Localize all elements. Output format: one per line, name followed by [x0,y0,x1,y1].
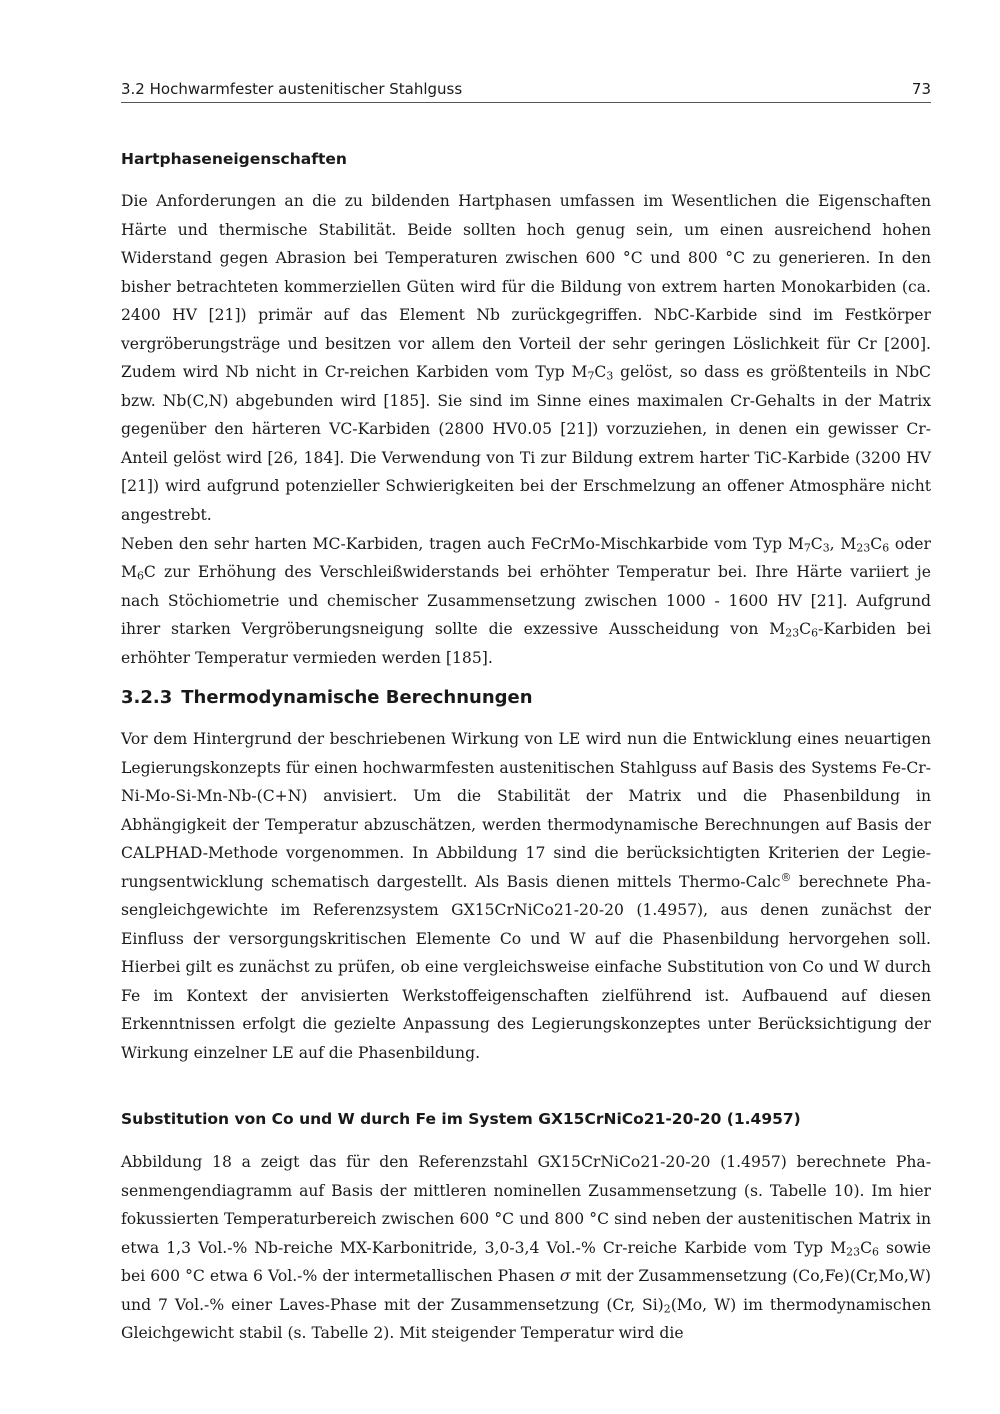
running-title: 3.2 Hochwarmfester austenitischer Stahlguss [121,80,463,98]
section-323-body [121,725,931,1068]
substitution-body [121,1148,931,1348]
running-header [121,78,931,103]
paragraph-heading-hartphasen: Hartphaseneigenschaften [121,150,347,168]
paragraph-heading-substitution: Substitution von Co und W durch Fe im System GX15CrNiCo21-20-20 (1.4957) [121,1110,801,1128]
page-number: 73 [911,80,931,98]
substitution-paragraph-1: Abbildung 18 a zeigt das für den Referenzstahl GX15CrNiCo21-20-20 (1.4957) berechnete Phasenmengendiagramm auf Basis der mittleren nominellen Zusammensetzung (s. Tabelle 10). Im hier fokussierten Temperaturbereich zwischen 600 °C und 800 °C sind neben der austenitischen Matrix in etwa 1,3 Vol.-% Nb-reiche MX-Karbonitride, 3,0-3,4 Vol.-% Cr-reiche Karbide vom Typ $M_{23}C_6$ sowie bei 600 °C etwa 6 Vol.-% der intermetallischen Phasen σ mit der Zusammensetzung (Co,Fe)(Cr,Mo,W) und 7 Vol.-% einer Laves-Phase mit der Zusammensetzung (Cr, $Si)_2(Mo$, W) im thermodynamischen Gleichgewicht stabil (s. Tabelle 2). Mit steigender Temperatur wird die [121,1153,931,1343]
hartphasen-paragraph-1: Die Anforderungen an die zu bildenden Hartphasen umfassen im Wesentlichen die Eigenschaften Härte und thermische Stabilität. Beide sollten hoch genug sein, um einen ausreichend hohen Widerstand gegen Abrasion bei Temperaturen zwischen 600 °C und 800 °C zu generieren. In den bisher betrachteten kommerziellen Güten wird für die Bildung von extrem harten Monokarbiden (ca. 2400 HV [21]) primär auf das Element Nb zurückgegriffen. NbC-Karbide sind im Festkörper vergröberungsträge und besitzen vor allem den Vorteil der sehr geringen Löslichkeit für Cr [200]. Zudem wird Nb nicht in Cr-reichen Karbiden vom Typ $M_7C_3$ gelöst, so dass es größtenteils in NbC bzw. Nb(C,N) abgebunden wird [185]. Sie sind im Sinne eines maximalen Cr-Gehalts in der Matrix gegenüber den härteren VC-Karbiden (2800 HV0.05 [21]) vorzuziehen, in denen ein gewisser Cr-Anteil gelöst wird [26, 184]. Die Verwendung von Ti zur Bildung extrem harter TiC-Karbide (3200 HV [21]) wird aufgrund potenzieller Schwierigkeiten bei der Erschmelzung an offener Atmosphäre nicht angestrebt. [121,192,931,525]
hartphasen-paragraph-2: Neben den sehr harten MC-Karbiden, tragen auch FeCrMo-Mischkarbide vom Typ $M_7C_3$, $M_{23}C_6$ oder $M_6C$ zur Erhöhung des Verschleißwiderstands bei erhöhter Temperatur bei. Ihre Härte variiert je nach Stöchiometrie und chemischer Zusammensetzung zwischen 1000 - 1600 HV [21]. Aufgrund ihrer starken Vergröberungsneigung sollte die exzessive Ausscheidung von $M_{23}C_6$-Karbiden bei erhöhter Temperatur vermieden werden [185]. [121,534,931,667]
section-number: 3.2.3 [121,687,173,708]
hartphasen-body [121,187,931,672]
section-heading-323 [121,687,931,708]
section-title: Thermodynamische Berechnungen [181,687,533,708]
section-323-paragraph-1: Vor dem Hintergrund der beschriebenen Wirkung von LE wird nun die Entwicklung eines neuartigen Legierungskonzepts für einen hochwarmfesten austenitischen Stahlguss auf Basis des Systems Fe-Cr-Ni-Mo-Si-Mn-Nb-(C+N) anvisiert. Um die Stabilität der Matrix und die Phasenbildung in Abhängigkeit der Temperatur abzuschätzen, werden thermodynamische Berechnungen auf Basis der CALPHAD-Methode vorgenommen. In Abbildung 17 sind die berücksichtigten Kriterien der Legierungsentwicklung schematisch dargestellt. Als Basis dienen mittels Thermo-Calc® berechnete Phasengleichgewichte im Referenzsystem GX15CrNiCo21-20-20 (1.4957), aus denen zunächst der Einfluss der versorgungskritischen Elemente Co und W auf die Phasenbildung hervorgehen soll. Hierbei gilt es zunächst zu prüfen, ob eine vergleichsweise einfache Substitution von Co und W durch Fe im Kontext der anvisierten Werkstoffeigenschaften zielführend ist. Aufbauend auf diesen Erkenntnissen erfolgt die gezielte Anpassung des Legierungskonzeptes unter Berücksichtigung der Wirkung einzelner LE auf die Phasenbildung. [121,730,931,1063]
